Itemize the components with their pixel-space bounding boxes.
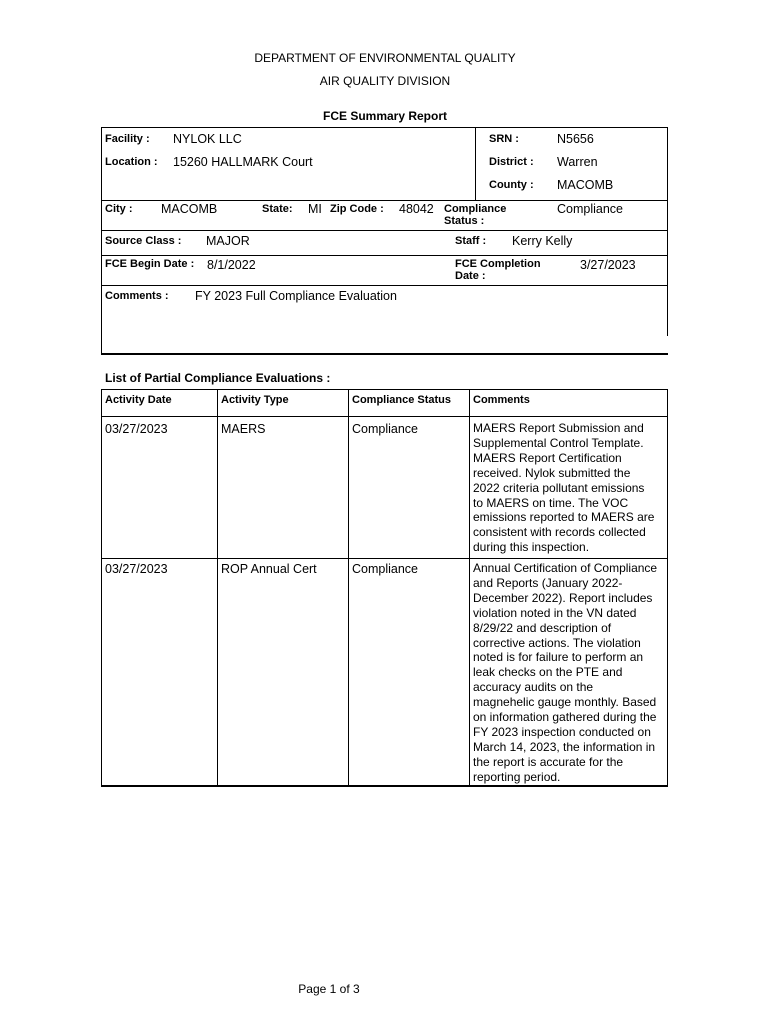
pce-col-border-1 [217,389,218,786]
pce-header-bottom [101,416,668,417]
zip-label: Zip Code : [330,203,384,215]
comment-line: MAERS Report Certification [473,450,622,465]
pce-row1-status: Compliance [352,422,419,436]
comment-line: 8/29/22 and description of [473,620,612,635]
county-label: County : [489,179,534,191]
box-line-city [101,200,668,201]
box-top-border [101,127,668,128]
compliance-status-value: Compliance [557,202,624,216]
compliance-status-label-line1: Compliance [444,203,507,215]
facility-value: NYLOK LLC [173,132,242,146]
comment-line: consistent with records collected [473,525,646,540]
srn-value: N5656 [557,132,594,146]
comments-label: Comments : [105,290,169,302]
pce-row1-date: 03/27/2023 [105,422,168,436]
department-title: DEPARTMENT OF ENVIRONMENTAL QUALITY [254,51,516,65]
comment-line: during this inspection. [473,540,590,555]
pce-row2-date: 03/27/2023 [105,562,168,576]
comment-line: 2022 criteria pollutant emissions [473,480,645,495]
comment-line: and Reports (January 2022- [473,575,623,590]
comment-line: to MAERS on time. The VOC [473,495,629,510]
comment-line: MAERS Report Submission and [473,421,644,435]
comment-line: March 14, 2023, the information in [473,739,656,754]
source-class-label: Source Class : [105,235,182,247]
pce-row2-comment [473,561,669,785]
fce-begin-label: FCE Begin Date : [105,258,195,270]
staff-value: Kerry Kelly [512,234,573,248]
pce-col-border-2 [348,389,349,786]
comment-line: Supplemental Control Template. [473,435,644,450]
city-label: City : [105,203,133,215]
comment-line: emissions reported to MAERS are [473,510,655,525]
zip-value: 48042 [399,202,434,216]
pce-table-top [101,389,668,390]
pce-header-activity-date: Activity Date [105,394,172,406]
comment-line: reporting period. [473,769,561,784]
pce-col-border-3 [469,389,470,786]
pce-row2-status: Compliance [352,562,419,576]
box-divider-vertical [475,127,476,200]
state-label: State: [262,203,293,215]
state-value: MI [308,202,322,216]
comment-line: the report is accurate for the [473,754,624,769]
city-value: MACOMB [161,202,218,216]
box-line-source [101,230,668,231]
fce-begin-value: 8/1/2022 [207,258,256,272]
source-class-value: MAJOR [206,234,250,248]
comment-line: leak checks on the PTE and [473,665,623,680]
pce-row1-type: MAERS [221,422,266,436]
county-value: MACOMB [557,178,614,192]
pce-col-border-0 [101,389,102,786]
compliance-status-label-line2: Status : [444,215,485,227]
comment-line: corrective actions. The violation [473,635,641,650]
pce-row-divider [101,558,668,559]
division-title: AIR QUALITY DIVISION [319,74,451,88]
pce-row2-type: ROP Annual Cert [221,562,317,576]
fce-completion-value: 3/27/2023 [580,258,636,272]
facility-label: Facility : [105,133,150,145]
comment-line: FY 2023 inspection conducted on [473,724,651,739]
pce-header-activity-type: Activity Type [221,394,289,406]
pce-table-bottom [101,785,668,787]
comment-line: Annual Certification of Compliance [473,561,658,575]
box-left-border [101,127,102,355]
comment-line: magnehelic gauge monthly. Based [473,695,657,710]
fce-completion-label-line2: Date : [455,270,486,282]
location-value: 15260 HALLMARK Court [173,155,313,169]
pce-row1-comment [473,421,669,555]
box-bottom-border [101,353,668,355]
comment-line: on information gathered during the [473,710,657,725]
box-right-border [667,127,668,336]
pce-header-compliance-status: Compliance Status [352,394,452,406]
box-line-comments [101,285,668,286]
page-number: Page 1 of 3 [298,982,360,996]
comment-line: noted is for failure to perform an [473,650,644,665]
district-value: Warren [557,155,598,169]
pce-section-title: List of Partial Compliance Evaluations : [105,371,331,385]
box-line-fce [101,255,668,256]
comment-line: received. Nylok submitted the [473,465,631,480]
srn-label: SRN : [489,133,519,145]
pce-header-comments: Comments [473,394,530,406]
comment-line: accuracy audits on the [473,680,594,695]
report-title: FCE Summary Report [322,109,448,123]
fce-completion-label-line1: FCE Completion [455,258,541,270]
comments-value: FY 2023 Full Compliance Evaluation [195,289,397,303]
comment-line: December 2022). Report includes [473,590,653,605]
staff-label: Staff : [455,235,487,247]
location-label: Location : [105,156,158,168]
district-label: District : [489,156,534,168]
comment-line: violation noted in the VN dated [473,605,637,620]
